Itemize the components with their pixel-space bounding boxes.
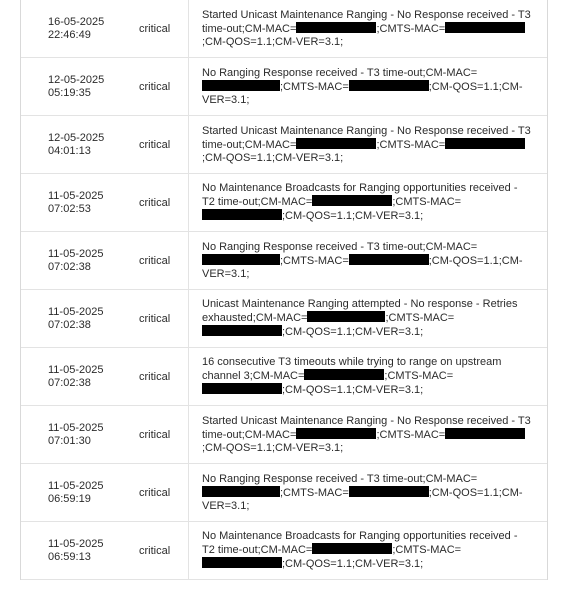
event-time: 07:01:30 [48, 434, 91, 447]
redacted-cm-mac [202, 80, 280, 91]
event-date: 11-05-2025 [48, 479, 104, 492]
priority-cell: critical [119, 406, 189, 463]
table-row [21, 232, 547, 290]
table-row [21, 406, 547, 464]
event-time: 05:19:35 [48, 86, 91, 99]
event-description [202, 415, 533, 455]
date-cell [21, 522, 119, 579]
message-part: ;CMTS-MAC= [376, 138, 446, 151]
redacted-cmts-mac [349, 80, 429, 91]
redacted-cmts-mac [445, 138, 525, 149]
event-description [202, 473, 533, 513]
event-date: 11-05-2025 [48, 363, 104, 376]
priority-cell: critical [119, 522, 189, 579]
table-row [21, 522, 547, 580]
message-part: No Ranging Response received - T3 time-out;CM-MAC= [202, 66, 478, 79]
message-part: ;CM-QOS=1.1;CM-VER=3.1; [202, 151, 344, 164]
redacted-cmts-mac [202, 557, 282, 568]
redacted-cm-mac [307, 311, 385, 322]
event-time: 07:02:38 [48, 260, 91, 273]
date-cell [21, 290, 119, 347]
message-part: Unicast Maintenance Ranging attempted - No response - Retries exhausted;CM-MAC= [202, 298, 518, 324]
message-part: No Ranging Response received - T3 time-out;CM-MAC= [202, 240, 478, 253]
description-cell [189, 522, 547, 579]
redacted-cmts-mac [445, 22, 525, 33]
redacted-cm-mac [296, 138, 376, 149]
event-log-table [20, 0, 548, 580]
event-time: 07:02:53 [48, 202, 91, 215]
redacted-cm-mac [202, 486, 280, 497]
event-date: 11-05-2025 [48, 189, 104, 202]
date-cell [21, 232, 119, 289]
table-row [21, 290, 547, 348]
redacted-cmts-mac [202, 209, 282, 220]
priority-cell: critical [119, 232, 189, 289]
event-description [202, 9, 533, 49]
event-time: 07:02:38 [48, 376, 91, 389]
event-description [202, 530, 533, 571]
message-part: ;CM-QOS=1.1;CM-VER=3.1; [282, 384, 424, 396]
event-date: 11-05-2025 [48, 421, 104, 434]
event-time: 06:59:19 [48, 492, 91, 505]
redacted-cm-mac [304, 369, 384, 380]
priority-cell: critical [119, 58, 189, 115]
description-cell [189, 290, 547, 347]
event-time: 22:46:49 [48, 28, 91, 41]
redacted-cmts-mac [202, 325, 282, 336]
redacted-cmts-mac [202, 383, 282, 394]
priority-cell: critical [119, 0, 189, 57]
message-part: ;CMTS-MAC= [376, 428, 446, 441]
message-part: ;CMTS-MAC= [376, 22, 446, 35]
redacted-cmts-mac [349, 486, 429, 497]
message-part: ;CM-QOS=1.1;CM-VER=3.1; [282, 558, 424, 570]
message-part: ;CM-QOS=1.1;CM-VER=3.1; [202, 35, 344, 48]
message-part: ;CMTS-MAC= [392, 544, 462, 556]
description-cell [189, 0, 547, 57]
description-cell [189, 116, 547, 173]
table-row [21, 464, 547, 522]
description-cell [189, 174, 547, 231]
event-description [202, 125, 533, 165]
event-date: 11-05-2025 [48, 305, 104, 318]
date-cell [21, 464, 119, 521]
date-cell [21, 406, 119, 463]
event-time: 04:01:13 [48, 144, 91, 157]
table-row [21, 58, 547, 116]
description-cell [189, 58, 547, 115]
redacted-cmts-mac [349, 254, 429, 265]
message-part: No Maintenance Broadcasts for Ranging opportunities received - T2 time-out;CM-MAC= [202, 530, 518, 556]
priority-cell: critical [119, 116, 189, 173]
redacted-cm-mac [202, 254, 280, 265]
description-cell [189, 406, 547, 463]
table-row [21, 174, 547, 232]
description-cell [189, 232, 547, 289]
priority-cell: critical [119, 290, 189, 347]
message-part: Started Unicast Maintenance Ranging - No Response received - T3 time-out;CM-MAC= [202, 124, 531, 151]
event-description [202, 298, 533, 339]
message-part: Started Unicast Maintenance Ranging - No Response received - T3 time-out;CM-MAC= [202, 8, 531, 35]
priority-cell: critical [119, 348, 189, 405]
message-part: ;CMTS-MAC= [280, 80, 349, 93]
description-cell [189, 464, 547, 521]
priority-cell: critical [119, 464, 189, 521]
event-date: 12-05-2025 [48, 131, 105, 144]
event-description [202, 182, 533, 223]
date-cell [21, 116, 119, 173]
message-part: No Ranging Response received - T3 time-out;CM-MAC= [202, 472, 478, 485]
date-cell [21, 348, 119, 405]
date-cell [21, 58, 119, 115]
message-part: Started Unicast Maintenance Ranging - No Response received - T3 time-out;CM-MAC= [202, 414, 531, 441]
event-date: 11-05-2025 [48, 537, 104, 550]
priority-cell: critical [119, 174, 189, 231]
redacted-cm-mac [296, 22, 376, 33]
message-part: ;CMTS-MAC= [280, 254, 349, 267]
redacted-cm-mac [312, 195, 392, 206]
event-date: 11-05-2025 [48, 247, 104, 260]
redacted-cm-mac [296, 428, 376, 439]
message-part: ;CMTS-MAC= [385, 312, 455, 324]
message-part: ;CM-QOS=1.1;CM-VER=3.1; [282, 326, 424, 338]
message-part: ;CMTS-MAC= [384, 370, 454, 382]
date-cell [21, 174, 119, 231]
event-description [202, 241, 533, 281]
message-part: ;CMTS-MAC= [280, 486, 349, 499]
redacted-cmts-mac [445, 428, 525, 439]
table-row [21, 116, 547, 174]
message-part: ;CM-QOS=1.1;CM-VER=3.1; [202, 254, 523, 280]
event-date: 16-05-2025 [48, 15, 105, 28]
description-cell [189, 348, 547, 405]
message-part: ;CMTS-MAC= [392, 196, 462, 208]
message-part: ;CM-QOS=1.1;CM-VER=3.1; [282, 210, 424, 222]
event-date: 12-05-2025 [48, 73, 105, 86]
date-cell [21, 0, 119, 57]
event-description [202, 67, 533, 107]
event-description [202, 356, 533, 397]
message-part: ;CM-QOS=1.1;CM-VER=3.1; [202, 80, 523, 106]
message-part: ;CM-QOS=1.1;CM-VER=3.1; [202, 441, 344, 454]
event-time: 06:59:13 [48, 550, 91, 563]
redacted-cm-mac [312, 543, 392, 554]
message-part: No Maintenance Broadcasts for Ranging opportunities received - T2 time-out;CM-MAC= [202, 182, 518, 208]
event-time: 07:02:38 [48, 318, 91, 331]
message-part: ;CM-QOS=1.1;CM-VER=3.1; [202, 486, 523, 512]
message-part: 16 consecutive T3 timeouts while trying to range on upstream channel 3;CM-MAC= [202, 356, 502, 382]
table-row [21, 0, 547, 58]
table-row [21, 348, 547, 406]
